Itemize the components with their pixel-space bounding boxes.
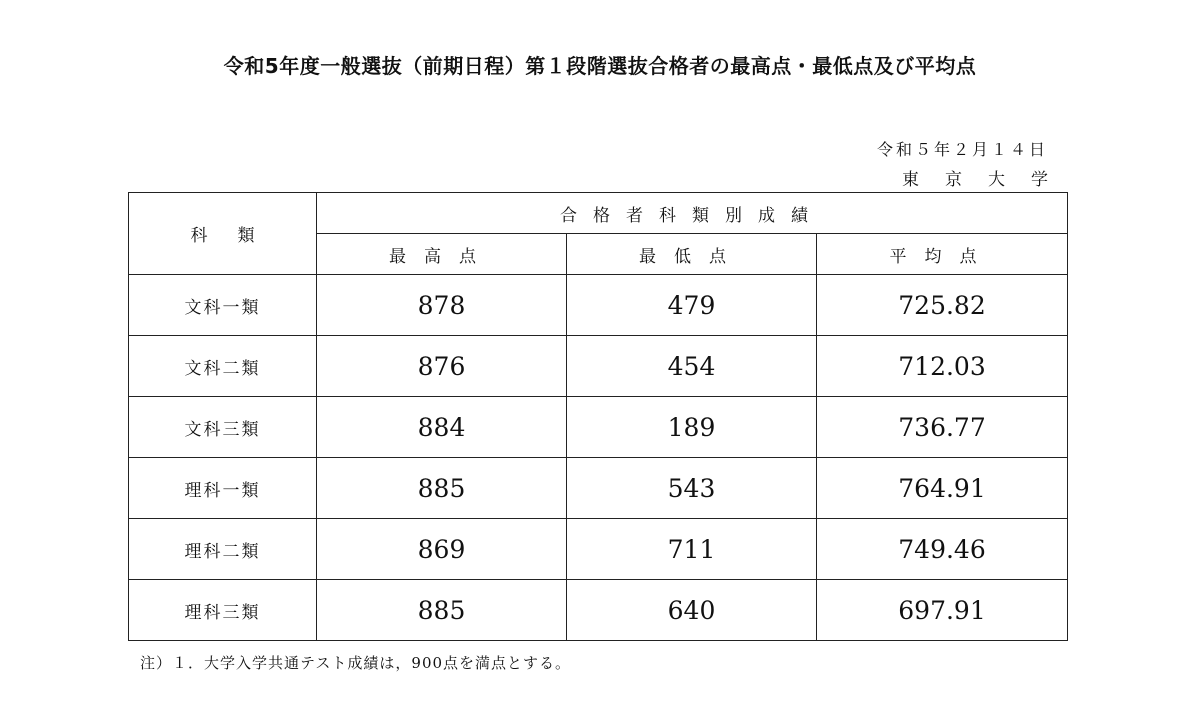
column-header-min: 最低点 (567, 234, 817, 275)
table-row (129, 275, 1068, 336)
max-score-cell: 885 (317, 580, 567, 641)
max-score-cell: 885 (317, 458, 567, 519)
avg-score-cell: 736.77 (817, 397, 1068, 458)
page-title: 令和5年度一般選抜（前期日程）第１段階選抜合格者の最高点・最低点及び平均点 (223, 54, 977, 78)
scores-table (128, 192, 1068, 641)
category-cell: 文科二類 (129, 336, 317, 397)
avg-score-cell: 764.91 (817, 458, 1068, 519)
category-cell: 理科一類 (129, 458, 317, 519)
avg-score-cell: 697.91 (817, 580, 1068, 641)
min-score-cell: 454 (567, 336, 817, 397)
avg-score-cell: 725.82 (817, 275, 1068, 336)
min-score-cell: 479 (567, 275, 817, 336)
table-row (129, 580, 1068, 641)
category-cell: 理科三類 (129, 580, 317, 641)
min-score-cell: 640 (567, 580, 817, 641)
min-score-cell: 543 (567, 458, 817, 519)
table-row (129, 458, 1068, 519)
avg-score-cell: 712.03 (817, 336, 1068, 397)
min-score-cell: 711 (567, 519, 817, 580)
document-date: 令和５年２月１４日 (876, 140, 1048, 159)
table-row (129, 519, 1068, 580)
min-score-cell: 189 (567, 397, 817, 458)
category-cell: 文科一類 (129, 275, 317, 336)
footnote: 注）１．大学入学共通テスト成績は，900点を満点とする。 (140, 654, 572, 672)
organization-name: 東京大学 (902, 170, 1074, 190)
column-header-avg: 平均点 (817, 234, 1068, 275)
avg-score-cell: 749.46 (817, 519, 1068, 580)
category-cell: 文科三類 (129, 397, 317, 458)
category-header: 科類 (129, 193, 317, 275)
table-row (129, 397, 1068, 458)
max-score-cell: 876 (317, 336, 567, 397)
column-header-max: 最高点 (317, 234, 567, 275)
group-header: 合格者科類別成績 (317, 193, 1068, 234)
max-score-cell: 884 (317, 397, 567, 458)
max-score-cell: 878 (317, 275, 567, 336)
table-header-row (129, 193, 1068, 234)
category-cell: 理科二類 (129, 519, 317, 580)
max-score-cell: 869 (317, 519, 567, 580)
table-row (129, 336, 1068, 397)
